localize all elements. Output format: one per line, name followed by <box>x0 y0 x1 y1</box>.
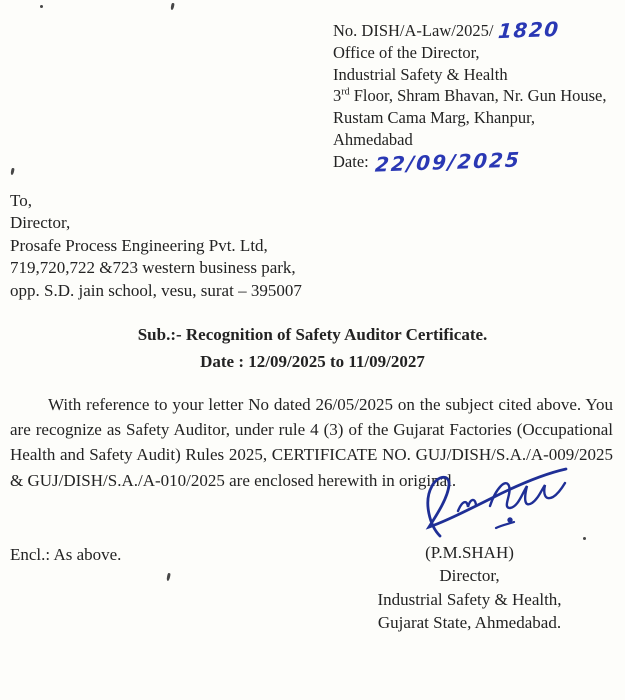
signatory-place: Gujarat State, Ahmedabad. <box>377 613 562 633</box>
department-line: Industrial Safety & Health <box>333 64 508 84</box>
date-line <box>333 147 623 177</box>
floor-rest: Floor, Shram Bhavan, Nr. Gun House, <box>349 86 607 106</box>
scan-speck <box>583 537 586 540</box>
reference-number-line <box>333 16 623 44</box>
addressee-line: Director, <box>10 213 71 233</box>
body-paragraph: With reference to your letter No dated 26/05/2025 on the subject cited above. You are recognize as Safety Auditor, under rule 4 (3) of the Gujarat Factories (Occupational Health and Safety Audit) Rules 2025, CERTIFICATE NO. GUJ/DISH/S.A./A-009/2025 & GUJ/DISH/S.A./A-010/2025 are enclosed herewith in original. <box>10 395 613 490</box>
office-line: Office of the Director, <box>333 42 480 62</box>
scan-speck <box>40 5 43 8</box>
date-label: Date: <box>333 151 369 171</box>
addressee-line: Prosafe Process Engineering Pvt. Ltd, <box>10 235 268 255</box>
addressee-block <box>10 190 302 302</box>
scan-speck <box>170 3 174 10</box>
floor-number: 3 <box>333 86 342 106</box>
date-handwritten: 22/09/2025 <box>374 147 522 177</box>
reference-number-label: No. DISH/A-Law/2025/ <box>333 21 494 40</box>
scan-speck <box>10 168 14 175</box>
salutation: To, <box>10 191 32 210</box>
enclosure-line: Encl.: As above. <box>10 545 122 564</box>
signatory-block <box>352 541 587 635</box>
address-floor-line <box>333 85 623 107</box>
subject-line: Sub.:- Recognition of Safety Auditor Certificate. <box>137 325 488 344</box>
floor-ordinal: rd <box>341 86 350 98</box>
signature-handwriting <box>410 466 570 544</box>
signatory-title: Director, <box>439 566 500 586</box>
reference-number-handwritten: 1820 <box>497 16 561 44</box>
scan-speck <box>166 573 171 581</box>
subject-date-line: Date : 12/09/2025 to 11/09/2027 <box>200 352 425 371</box>
addressee-line: 719,720,722 &723 western business park, <box>10 258 296 278</box>
signatory-name: (P.M.SHAH) <box>425 543 514 562</box>
subject-block <box>0 321 625 375</box>
address-street-line: Rustam Cama Marg, Khanpur, <box>333 108 536 128</box>
signatory-department: Industrial Safety & Health, <box>377 589 562 609</box>
letterhead-block <box>333 16 623 177</box>
address-city-line: Ahmedabad <box>333 129 413 149</box>
addressee-line: opp. S.D. jain school, vesu, surat – 395007 <box>10 280 302 300</box>
